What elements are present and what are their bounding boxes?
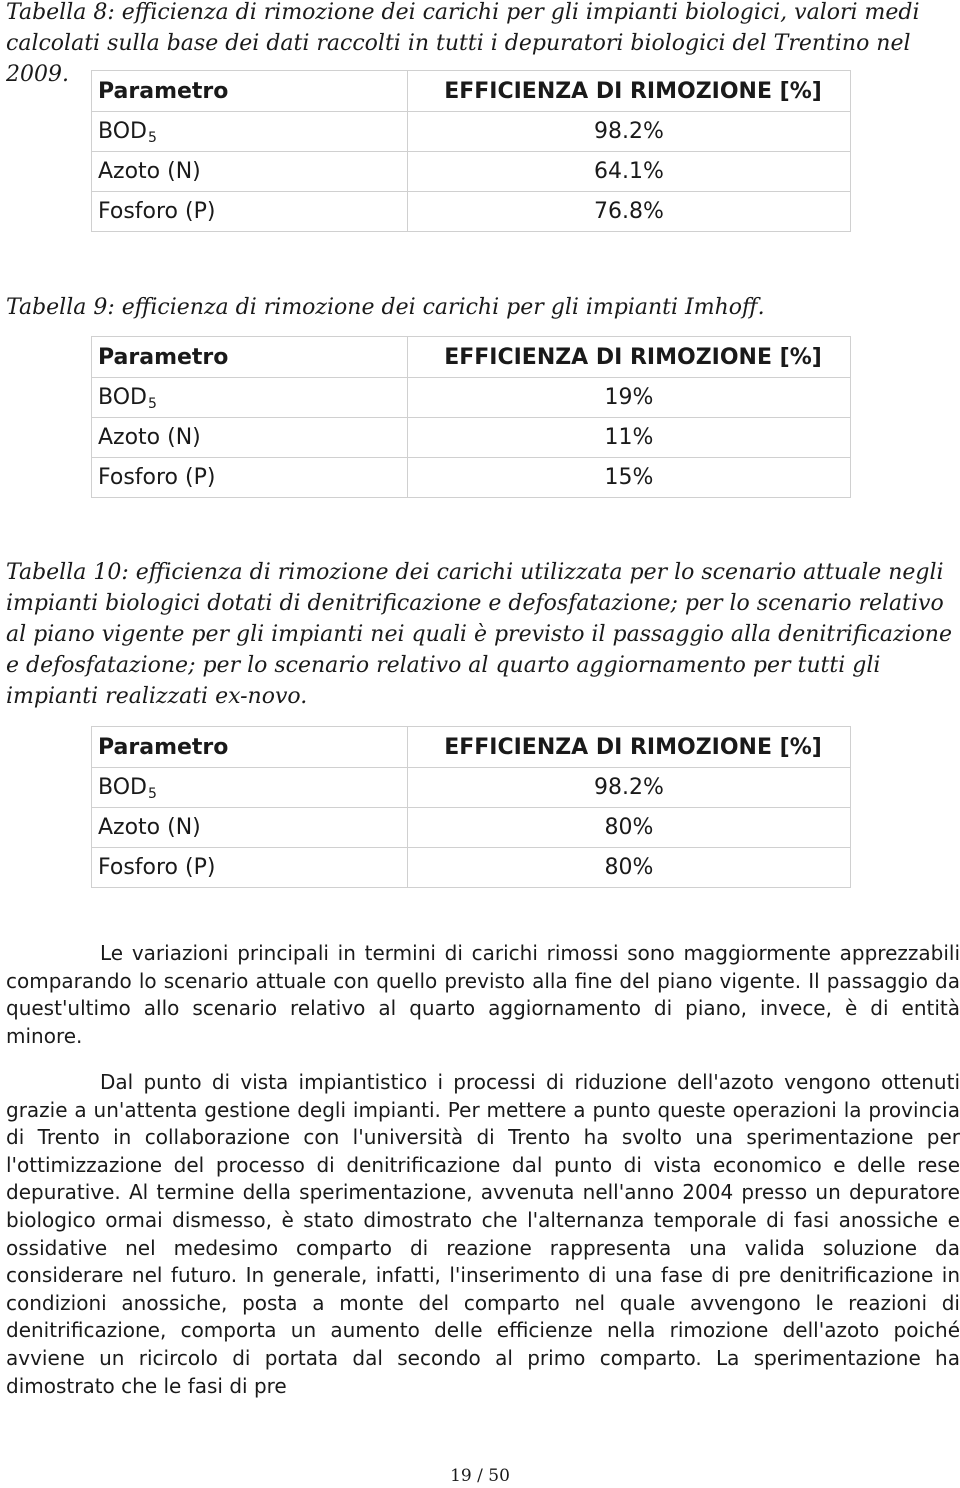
header-parametro: Parametro bbox=[92, 337, 408, 378]
table-9-caption: Tabella 9: efficienza di rimozione dei carichi per gli impianti Imhoff. bbox=[6, 295, 765, 320]
table-row bbox=[92, 768, 851, 808]
row-value: 80% bbox=[408, 808, 851, 848]
header-efficienza: EFFICIENZA DI RIMOZIONE [%] bbox=[408, 71, 851, 112]
table-10 bbox=[91, 726, 851, 888]
header-efficienza: EFFICIENZA DI RIMOZIONE [%] bbox=[408, 337, 851, 378]
row-param bbox=[92, 112, 408, 152]
param-subscript: 5 bbox=[147, 396, 157, 412]
param-name: BOD bbox=[98, 385, 147, 410]
row-param: Azoto (N) bbox=[92, 808, 408, 848]
table-8 bbox=[91, 70, 851, 232]
table-header-row bbox=[92, 337, 851, 378]
row-param bbox=[92, 768, 408, 808]
table-row bbox=[92, 418, 851, 458]
param-name: BOD bbox=[98, 119, 147, 144]
row-value: 64.1% bbox=[408, 152, 851, 192]
table-row bbox=[92, 808, 851, 848]
table-row bbox=[92, 848, 851, 888]
table-row bbox=[92, 192, 851, 232]
row-param: Azoto (N) bbox=[92, 418, 408, 458]
table-header-row bbox=[92, 71, 851, 112]
row-value: 98.2% bbox=[408, 768, 851, 808]
table-row bbox=[92, 378, 851, 418]
table-header-row bbox=[92, 727, 851, 768]
table-row bbox=[92, 112, 851, 152]
table-9 bbox=[91, 336, 851, 498]
row-param: Fosforo (P) bbox=[92, 848, 408, 888]
row-value: 80% bbox=[408, 848, 851, 888]
param-subscript: 5 bbox=[147, 786, 157, 802]
table-row bbox=[92, 458, 851, 498]
row-value: 19% bbox=[408, 378, 851, 418]
page-number: 19 / 50 bbox=[450, 1466, 510, 1486]
header-parametro: Parametro bbox=[92, 71, 408, 112]
row-value: 11% bbox=[408, 418, 851, 458]
table-10-caption: Tabella 10: efficienza di rimozione dei carichi utilizzata per lo scenario attuale negli impianti biologici dotati di denitrificazione e defosfatazione; per lo scenario relativo al piano vigente per gli impianti nei quali è previsto il passaggio alla denitrificazione e defosfatazione; per lo scenario relativo al quarto aggiornamento per tutti gli impianti realizzati ex-novo. bbox=[6, 560, 952, 709]
row-param: Fosforo (P) bbox=[92, 458, 408, 498]
paragraph-text: Le variazioni principali in termini di carichi rimossi sono maggiormente apprezzabili comparando lo scenario attuale con quello previsto alla fine del piano vigente. Il passaggio da quest'ultimo allo scenario relativo al quarto aggiornamento di piano, invece, è di entità minore. bbox=[6, 941, 960, 1048]
header-parametro: Parametro bbox=[92, 727, 408, 768]
header-efficienza: EFFICIENZA DI RIMOZIONE [%] bbox=[408, 727, 851, 768]
row-param: Azoto (N) bbox=[92, 152, 408, 192]
table-row bbox=[92, 152, 851, 192]
param-name: BOD bbox=[98, 775, 147, 800]
row-value: 76.8% bbox=[408, 192, 851, 232]
row-value: 15% bbox=[408, 458, 851, 498]
body-paragraph bbox=[6, 940, 960, 1050]
row-param: Fosforo (P) bbox=[92, 192, 408, 232]
body-paragraph bbox=[6, 1069, 960, 1400]
row-param bbox=[92, 378, 408, 418]
table-8-caption: Tabella 8: efficienza di rimozione dei carichi per gli impianti biologici, valori medi calcolati sulla base dei dati raccolti in tutti i depuratori biologici del Trentino nel 2009. bbox=[6, 0, 920, 87]
param-subscript: 5 bbox=[147, 130, 157, 146]
paragraph-text: Dal punto di vista impiantistico i processi di riduzione dell'azoto vengono ottenuti grazie a un'attenta gestione degli impianti. Per mettere a punto queste operazioni la provincia di Trento in collaborazione con l'università di Trento ha svolto una sperimentazione per l'ottimizzazione del processo di denitrificazione dal punto di vista economico e delle rese depurative. Al termine della sperimentazione, avvenuta nell'anno 2004 presso un depuratore biologico ormai dismesso, è stato dimostrato che l'alternanza temporale di fasi anossiche e ossidative nel medesimo comparto di reazione rappresenta una valida soluzione da considerare nel futuro. In generale, infatti, l'inserimento di una fase di pre denitrificazione in condizioni anossiche, posta a monte del comparto nel quale avvengono le reazioni di denitrificazione, comporta un aumento delle efficienze nella rimozione dell'azoto poiché avviene un ricircolo di portata dal secondo al primo comparto. La sperimentazione ha dimostrato che le fasi di pre bbox=[6, 1070, 960, 1398]
row-value: 98.2% bbox=[408, 112, 851, 152]
